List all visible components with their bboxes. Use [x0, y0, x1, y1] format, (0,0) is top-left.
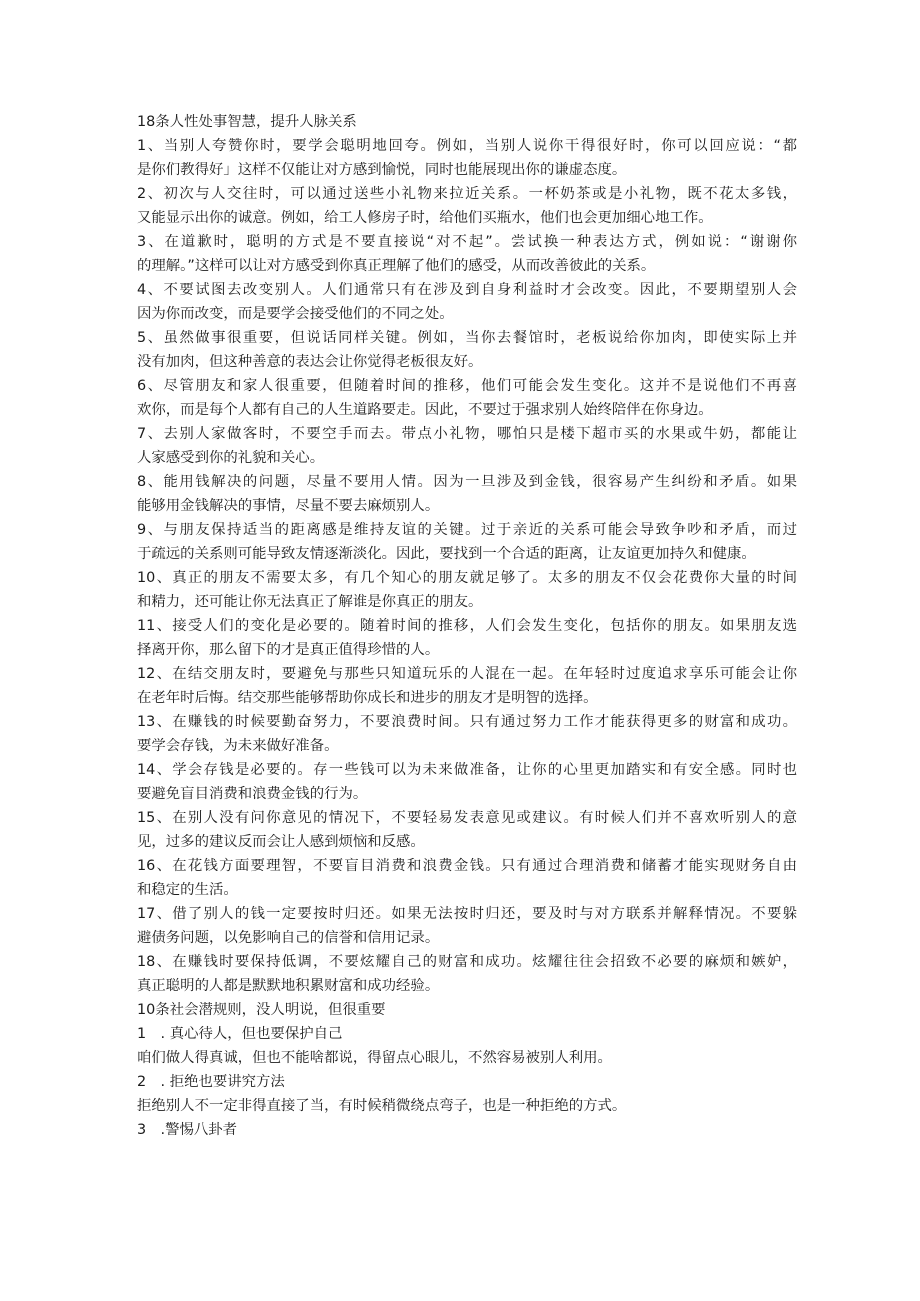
tip-item: [137, 662, 797, 710]
document-title: 18条人性处事智慧，提升人脉关系: [137, 114, 357, 130]
tip-item: [137, 134, 797, 182]
rules-subtitle: 10条社会潜规则，没人明说，但很重要: [137, 1002, 386, 1018]
tip-line: 12、在结交朋友时，要避免与那些只知道玩乐的人混在一起。在年轻时过度追求享乐可能会让你: [137, 666, 797, 682]
tip-line: 6、尽管朋友和家人很重要，但随着时间的推移，他们可能会发生变化。这并不是说他们不再喜: [137, 378, 797, 394]
tip-item: [137, 182, 797, 230]
tip-item: [137, 518, 797, 566]
document-page: [137, 110, 797, 1142]
tip-line: 又能显示出你的诚意。例如，给工人修房子时，给他们买瓶水，他们也会更加细心地工作。: [137, 210, 713, 226]
tip-line: 要避免盲目消费和浪费金钱的行为。: [137, 786, 368, 802]
tip-line: 10、真正的朋友不需要太多，有几个知心的朋友就足够了。太多的朋友不仅会花费你大量的时间: [137, 570, 797, 586]
rule-heading: 3 .警惕八卦者: [137, 1122, 238, 1138]
tip-item: [137, 758, 797, 806]
rules-list: [137, 1022, 797, 1142]
tip-item: [137, 326, 797, 374]
rule-item: [137, 1118, 797, 1142]
tip-line: 4、不要试图去改变别人。人们通常只有在涉及到自身利益时才会改变。因此，不要期望别人会: [137, 282, 797, 298]
tip-line: 真正聪明的人都是默默地积累财富和成功经验。: [137, 978, 440, 994]
tip-item: [137, 806, 797, 854]
tip-item: [137, 854, 797, 902]
tip-line: 因为你而改变，而是要学会接受他们的不同之处。: [137, 306, 454, 322]
tip-line: 15、在别人没有问你意见的情况下，不要轻易发表意见或建议。有时候人们并不喜欢听别人的意: [137, 810, 797, 826]
tip-item: [137, 614, 797, 662]
tip-line: 人家感受到你的礼貌和关心。: [137, 450, 325, 466]
tip-line: 和精力，还可能让你无法真正了解谁是你真正的朋友。: [137, 594, 483, 610]
tip-item: [137, 902, 797, 950]
tip-line: 7、去别人家做客时，不要空手而去。带点小礼物，哪怕只是楼下超市买的水果或牛奶，都能让: [137, 426, 797, 442]
tip-line: 和稳定的生活。: [137, 882, 238, 898]
tip-item: [137, 374, 797, 422]
tip-line: 的理解。”这样可以让对方感受到你真正理解了他们的感受，从而改善彼此的关系。: [137, 258, 656, 274]
tip-item: [137, 566, 797, 614]
tip-line: 要学会存钱，为未来做好准备。: [137, 738, 339, 754]
tip-line: 2、初次与人交往时，可以通过送些小礼物来拉近关系。一杯奶茶或是小礼物，既不花太多钱，: [137, 186, 797, 202]
tip-line: 13、在赚钱的时候要勤奋努力，不要浪费时间。只有通过努力工作才能获得更多的财富和成功。: [137, 714, 797, 730]
tip-line: 16、在花钱方面要理智，不要盲目消费和浪费金钱。只有通过合理消费和储蓄才能实现财务自由: [137, 858, 797, 874]
tip-line: 9、与朋友保持适当的距离感是维持友谊的关键。过于亲近的关系可能会导致争吵和矛盾，而过: [137, 522, 797, 538]
tip-line: 择离开你，那么留下的才是真正值得珍惜的人。: [137, 642, 440, 658]
tip-item: [137, 710, 797, 758]
tip-line: 欢你，而是每个人都有自己的人生道路要走。因此，不要过于强求别人始终陪伴在你身边。: [137, 402, 713, 418]
rule-body: 拒绝别人不一定非得直接了当，有时候稍微绕点弯子，也是一种拒绝的方式。: [137, 1098, 627, 1114]
tip-line: 于疏远的关系则可能导致友情逐渐淡化。因此，要找到一个合适的距离，让友谊更加持久和健康。: [137, 546, 756, 562]
tip-line: 避债务问题，以免影响自己的信誉和信用记录。: [137, 930, 440, 946]
tip-line: 11、接受人们的变化是必要的。随着时间的推移，人们会发生变化，包括你的朋友。如果朋友选: [137, 618, 797, 634]
rule-heading: 1 . 真心待人，但也要保护自己: [137, 1026, 343, 1042]
tip-line: 17、借了别人的钱一定要按时归还。如果无法按时归还，要及时与对方联系并解释情况。不要躲: [137, 906, 797, 922]
tip-line: 是你们教得好」这样不仅能让对方感到愉悦，同时也能展现出你的谦虚态度。: [137, 162, 627, 178]
tips-list: [137, 134, 797, 998]
tip-item: [137, 950, 797, 998]
tip-line: 8、能用钱解决的问题，尽量不要用人情。因为一旦涉及到金钱，很容易产生纠纷和矛盾。如果: [137, 474, 797, 490]
tip-line: 18、在赚钱时要保持低调，不要炫耀自己的财富和成功。炫耀往往会招致不必要的麻烦和嫉妒，: [137, 954, 797, 970]
tip-line: 14、学会存钱是必要的。存一些钱可以为未来做准备，让你的心里更加踏实和有安全感。同时也: [137, 762, 797, 778]
tip-line: 5、虽然做事很重要，但说话同样关键。例如，当你去餐馆时，老板说给你加肉，即使实际上并: [137, 330, 797, 346]
tip-line: 能够用金钱解决的事情，尽量不要去麻烦别人。: [137, 498, 440, 514]
tip-line: 见，过多的建议反而会让人感到烦恼和反感。: [137, 834, 425, 850]
tip-line: 1、当别人夸赞你时，要学会聪明地回夸。例如，当别人说你干得很好时，你可以回应说：“都: [137, 138, 797, 154]
tip-item: [137, 230, 797, 278]
tip-line: 在老年时后悔。结交那些能够帮助你成长和进步的朋友才是明智的选择。: [137, 690, 598, 706]
tip-item: [137, 470, 797, 518]
tip-item: [137, 278, 797, 326]
tip-line: 3、在道歉时，聪明的方式是不要直接说“对不起”。尝试换一种表达方式，例如说：“谢谢你: [137, 234, 797, 250]
rule-heading: 2 . 拒绝也要讲究方法: [137, 1074, 285, 1090]
rule-item: [137, 1070, 797, 1118]
tip-line: 没有加肉，但这种善意的表达会让你觉得老板很友好。: [137, 354, 483, 370]
rule-body: 咱们做人得真诚，但也不能啥都说，得留点心眼儿，不然容易被别人利用。: [137, 1050, 612, 1066]
tip-item: [137, 422, 797, 470]
rule-item: [137, 1022, 797, 1070]
